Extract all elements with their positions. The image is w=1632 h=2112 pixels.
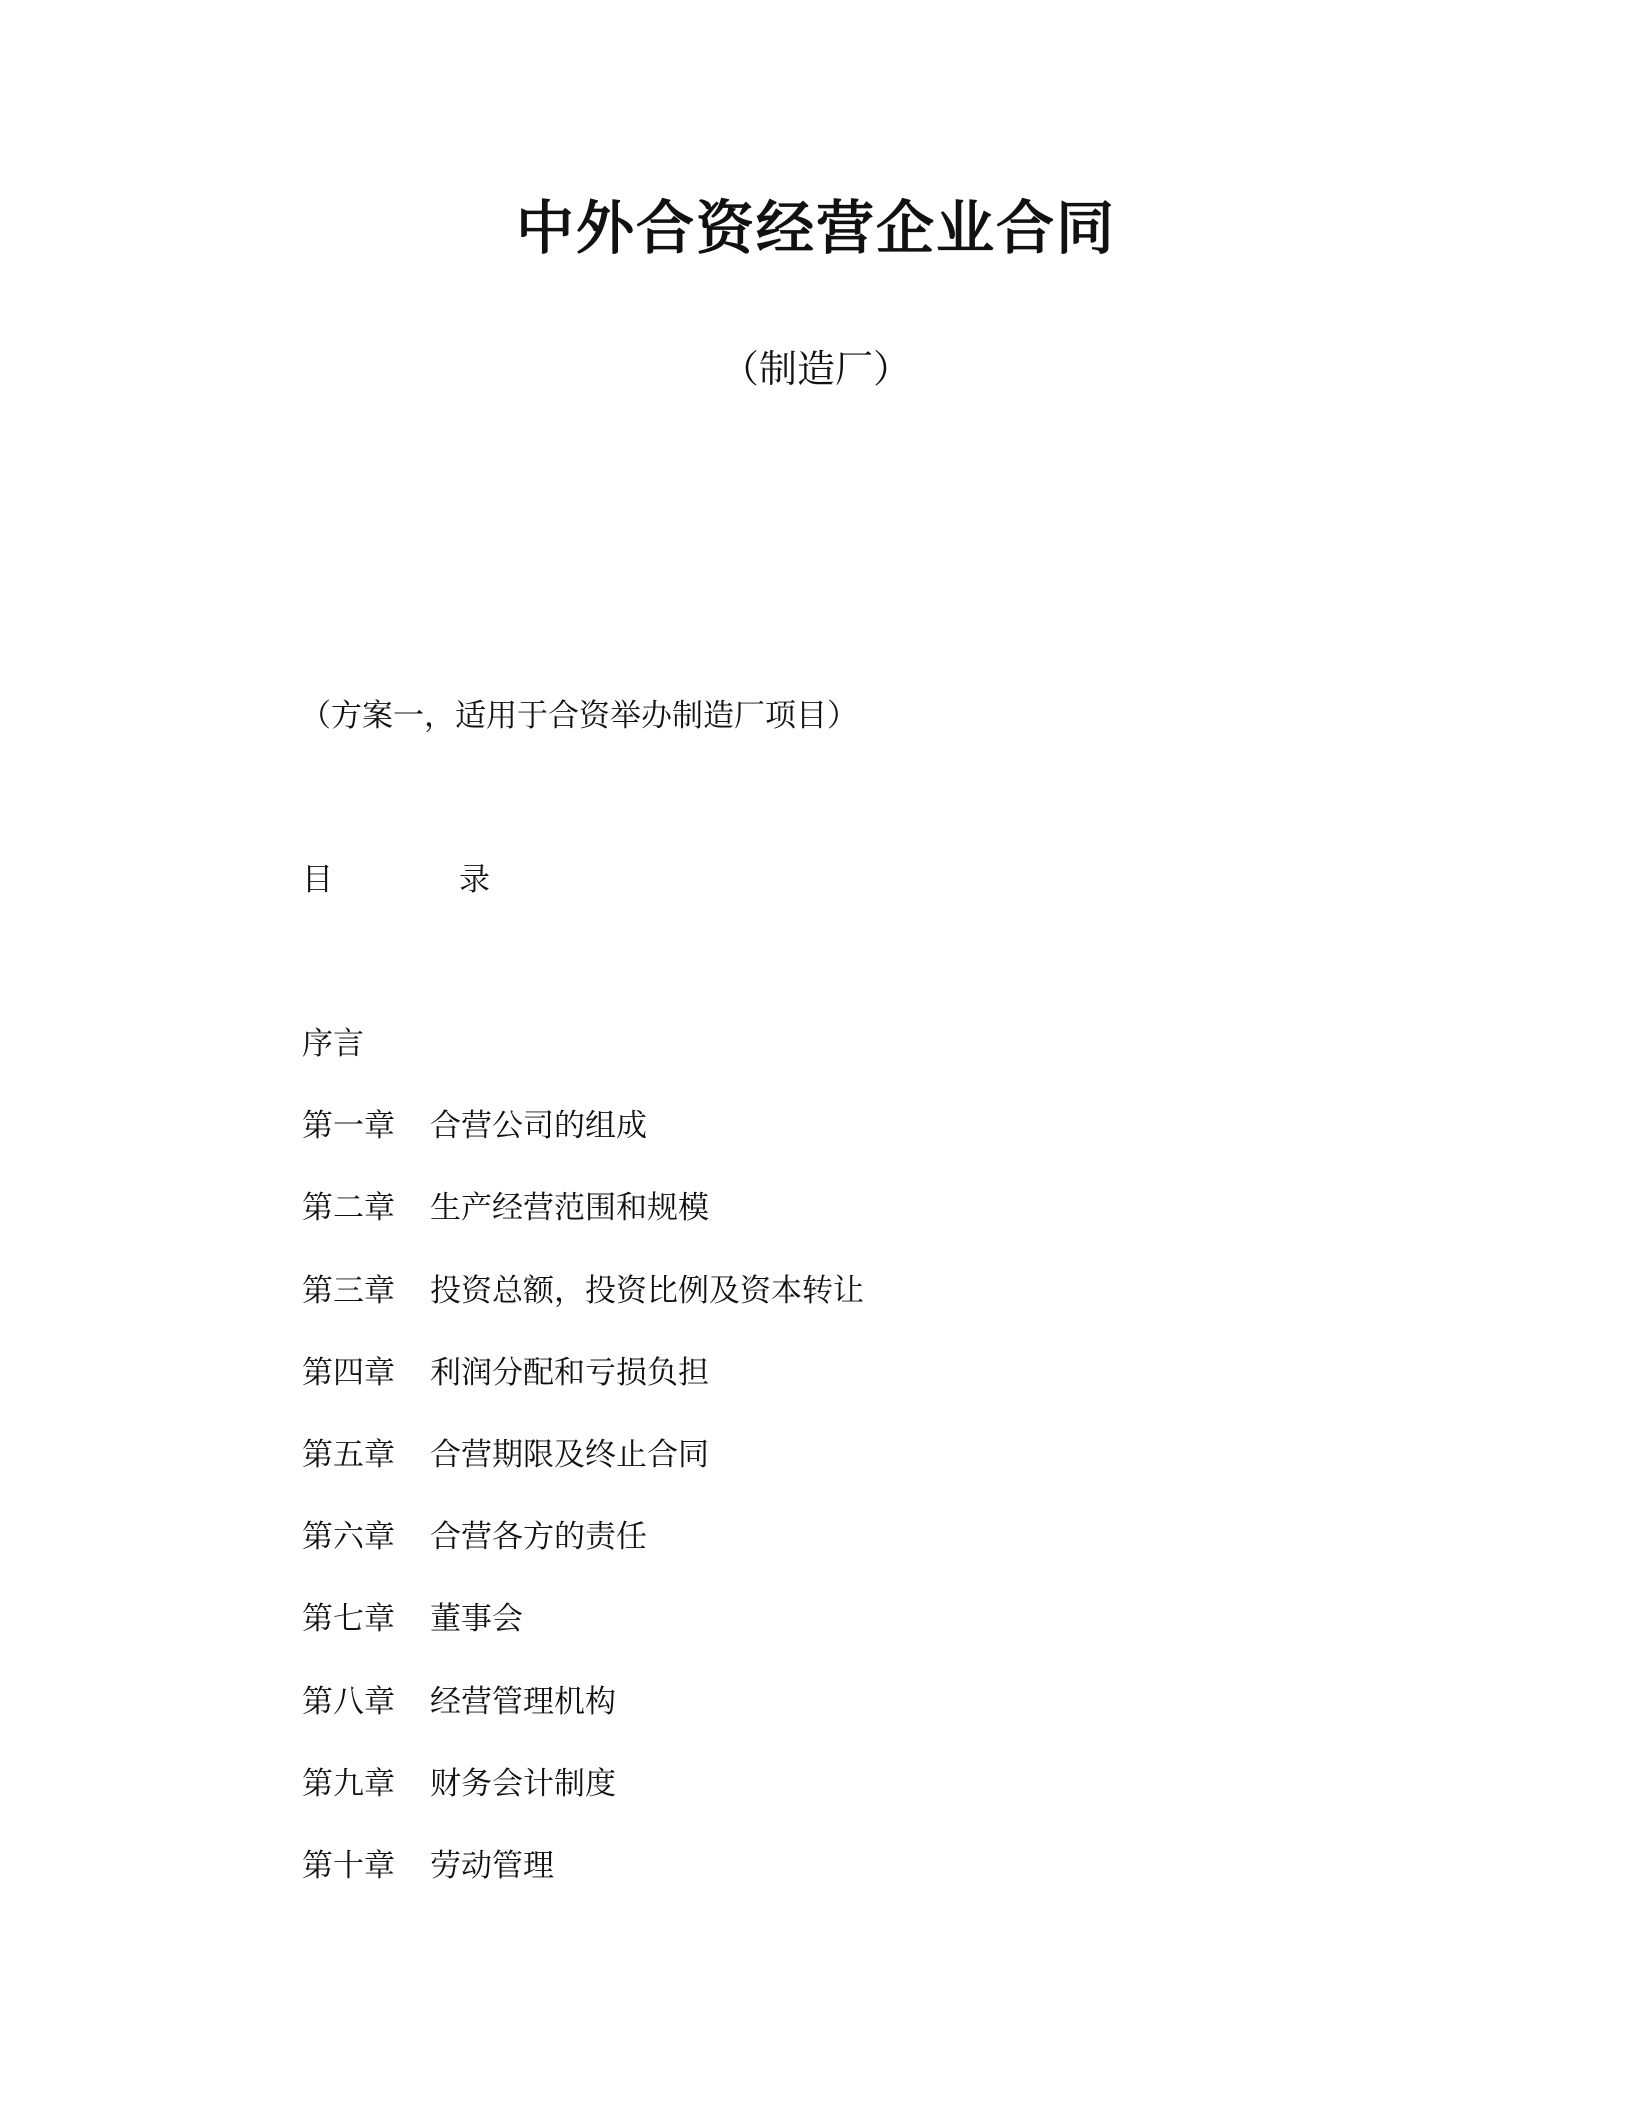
toc-chapter-title: 财务会计制度 [430,1765,616,1802]
toc-item-chapter-1 [302,1104,864,1148]
toc-heading-right: 录 [459,862,490,898]
document-title: 中外合资经营企业合同 [515,194,1116,262]
toc-heading-left: 目 [302,862,333,898]
toc-heading [302,858,490,902]
toc-item-preface [302,1022,864,1066]
toc-item-chapter-6 [302,1515,864,1559]
toc-item-chapter-2 [302,1186,864,1230]
toc-chapter-label: 第十章 [302,1847,395,1884]
toc-item-chapter-9 [302,1762,864,1806]
toc-chapter-label: 第三章 [302,1272,395,1309]
toc-chapter-label: 第六章 [302,1519,395,1556]
toc-item-chapter-10 [302,1844,864,1888]
toc-chapter-title: 经营管理机构 [430,1683,616,1720]
toc-chapter-title: 董事会 [430,1601,523,1638]
toc-chapter-title: 投资总额，投资比例及资本转让 [430,1272,864,1309]
table-of-contents [302,1022,864,1926]
toc-chapter-title: 生产经营范围和规模 [430,1190,709,1227]
toc-chapter-label: 第九章 [302,1765,395,1802]
toc-chapter-label: 第二章 [302,1190,395,1227]
toc-chapter-label: 第四章 [302,1354,395,1391]
toc-chapter-label: 第八章 [302,1683,395,1720]
toc-chapter-label: 第五章 [302,1436,395,1473]
toc-item-chapter-4 [302,1351,864,1395]
toc-item-chapter-5 [302,1433,864,1477]
toc-chapter-label: 第七章 [302,1601,395,1638]
toc-chapter-title: 合营期限及终止合同 [430,1436,709,1473]
toc-item-chapter-8 [302,1680,864,1724]
toc-chapter-label: 第一章 [302,1108,395,1145]
toc-item-chapter-3 [302,1269,864,1313]
toc-chapter-title: 劳动管理 [430,1847,554,1884]
toc-chapter-title: 合营公司的组成 [430,1108,647,1145]
toc-chapter-label: 序言 [302,1026,364,1062]
toc-chapter-title: 合营各方的责任 [430,1519,647,1556]
scheme-note: （方案一，适用于合资举办制造厂项目） [300,698,858,734]
toc-chapter-title: 利润分配和亏损负担 [430,1354,709,1391]
document-subtitle: （制造厂） [720,347,911,391]
toc-item-chapter-7 [302,1597,864,1641]
